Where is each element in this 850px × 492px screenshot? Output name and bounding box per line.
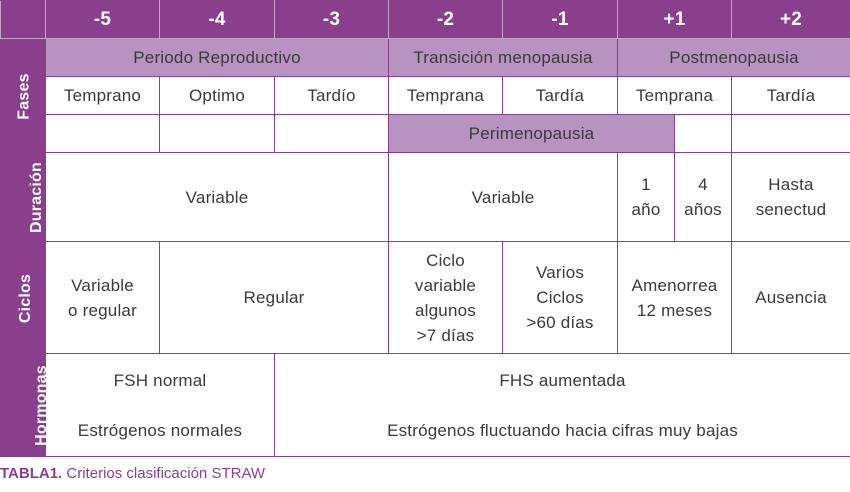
hormonas-transicion-post (275, 354, 850, 457)
fsh-normal-label: FSH normal (113, 370, 207, 390)
subphase-trans-tardia: Tardía (503, 77, 618, 115)
duracion-reproductivo: Variable (46, 153, 389, 242)
fhs-aumentada-label: FHS aumentada (499, 370, 626, 390)
subphase-trans-temprana: Temprana (389, 77, 503, 115)
subphase-post-temprana: Temprana (618, 77, 732, 115)
section-label-duracion: Duración (1, 153, 46, 242)
subphase-post-tardia: Tardía (732, 77, 850, 115)
estrogenos-normales-label: Estrógenos normales (77, 420, 243, 440)
stage-plus1: +1 (618, 1, 732, 39)
stage-minus3: -3 (275, 1, 389, 39)
hormonas-reproductivo (46, 354, 275, 457)
section-label-ciclos: Ciclos (1, 242, 46, 354)
phases-row (1, 39, 850, 77)
stage-plus2: +2 (732, 1, 850, 39)
duracion-row (1, 153, 850, 242)
stage-minus1: -1 (503, 1, 618, 39)
duracion-transicion: Variable (389, 153, 618, 242)
subphase-tardio: Tardío (275, 77, 389, 115)
perimenopausia-band: Perimenopausia (389, 115, 675, 153)
section-label-hormonas: Hormonas (1, 354, 46, 457)
duracion-tardia: Hasta senectud (732, 153, 850, 242)
phase-reproductivo: Periodo Reproductivo (46, 39, 389, 77)
stage-header-row (1, 1, 850, 39)
ciclos-row (1, 242, 850, 354)
subphase-optimo: Optimo (160, 77, 275, 115)
phase-transicion: Transición menopausia (389, 39, 618, 77)
empty-cell (732, 115, 850, 153)
ciclos-regular: Regular (160, 242, 389, 354)
stage-minus5: -5 (46, 1, 160, 39)
table-caption (0, 465, 265, 482)
empty-cell (275, 115, 389, 153)
empty-cell (160, 115, 275, 153)
section-label-fases: Fases (1, 39, 46, 153)
ciclos-temprano: Variable o regular (46, 242, 160, 354)
ciclos-trans-temprana: Ciclo variable algunos >7 días (389, 242, 503, 354)
phase-postmenopausia: Postmenopausia (618, 39, 850, 77)
empty-cell (46, 115, 160, 153)
stage-minus4: -4 (160, 1, 275, 39)
stage-minus2: -2 (389, 1, 503, 39)
hormonas-row (1, 354, 850, 457)
stage-corner (1, 1, 46, 39)
empty-cell (675, 115, 732, 153)
caption-label: TABLA1. (0, 465, 63, 482)
duracion-post-1: 1 año (618, 153, 675, 242)
subphase-temprano: Temprano (46, 77, 160, 115)
duracion-post-4: 4 años (675, 153, 732, 242)
estrogenos-fluctuando-label: Estrógenos fluctuando hacia cifras muy bajas (387, 420, 738, 440)
ciclos-trans-tardia: Varios Ciclos >60 días (503, 242, 618, 354)
ciclos-post-tardia: Ausencia (732, 242, 850, 354)
subphases-row (1, 77, 850, 115)
ciclos-post-temprana: Amenorrea 12 meses (618, 242, 732, 354)
perimenopausia-row (1, 115, 850, 153)
caption-text: Criterios clasificación STRAW (62, 465, 266, 482)
